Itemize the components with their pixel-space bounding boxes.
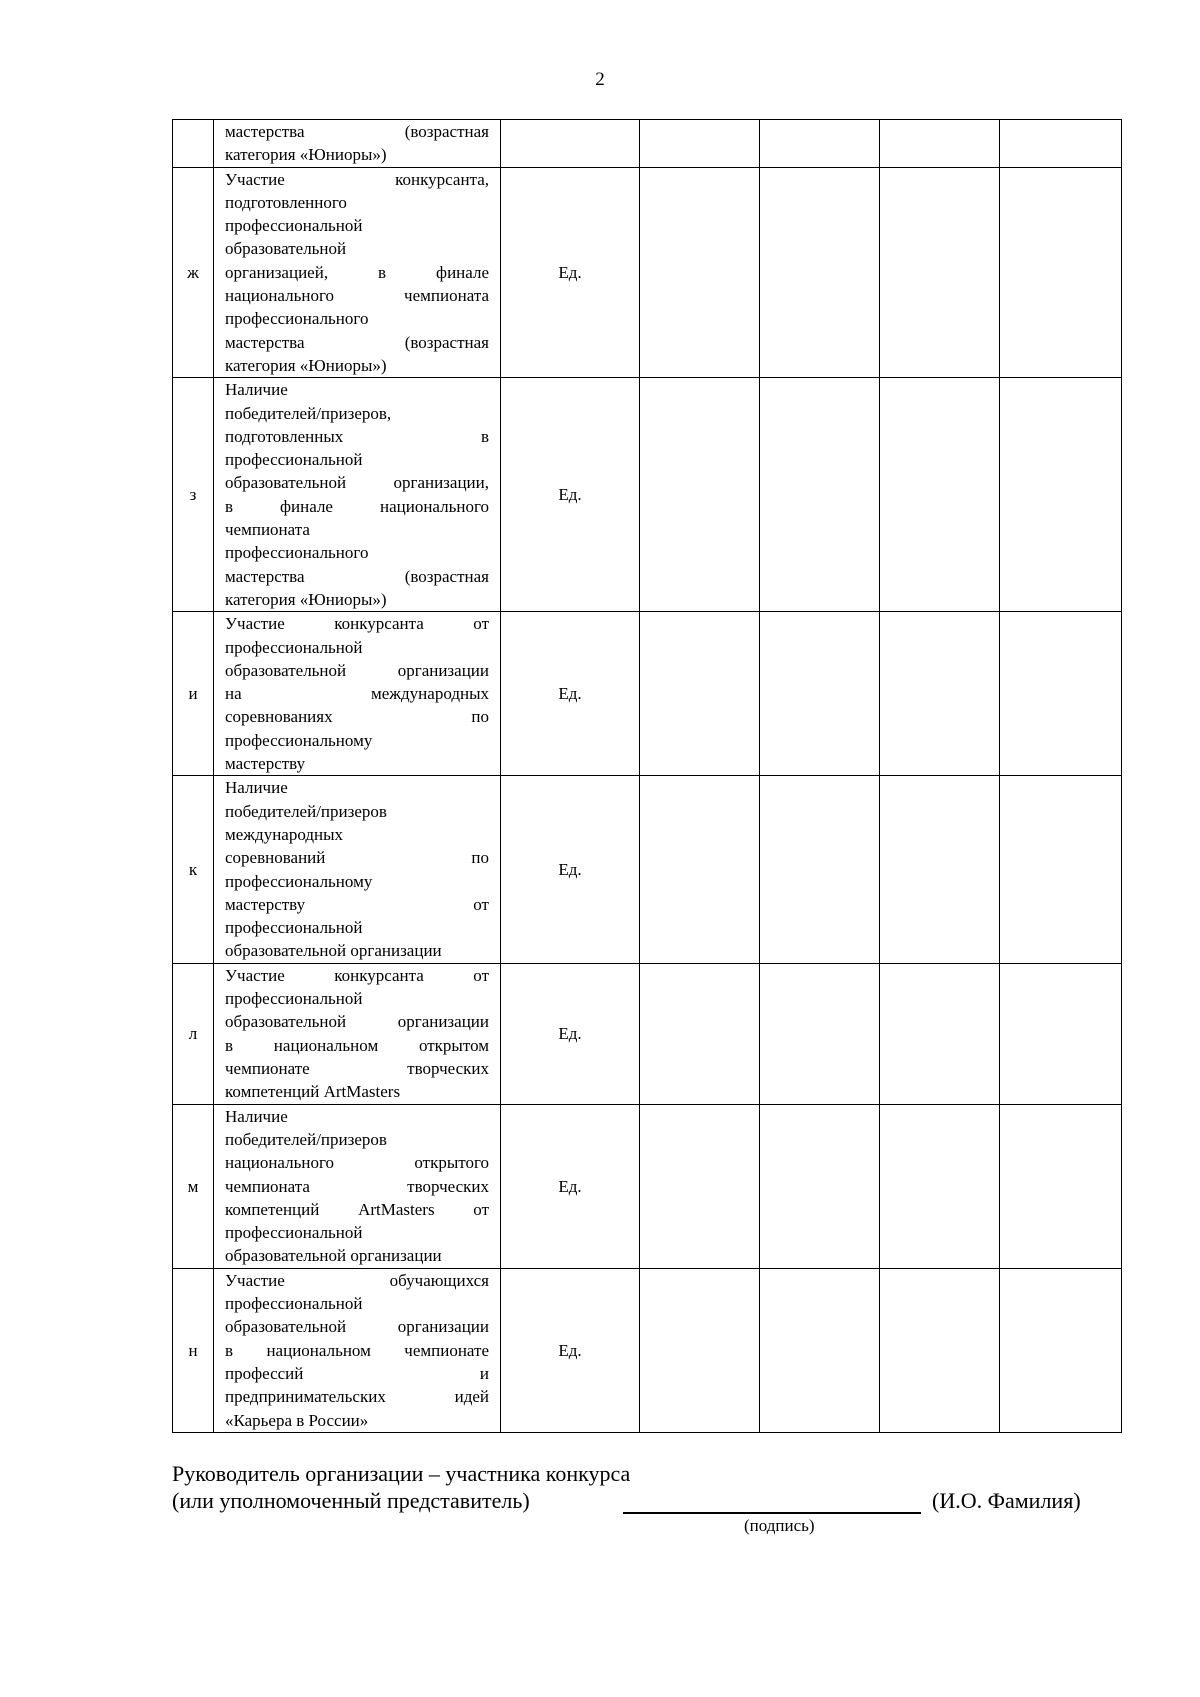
indicator-name-line: профессионального (225, 309, 369, 329)
value-cell (760, 120, 880, 168)
unit-cell: Ед. (501, 1104, 640, 1268)
indicator-name-line: профессиональному (225, 730, 373, 750)
value-cell (760, 963, 880, 1104)
indicator-name-line: победителей/призеров, (225, 403, 392, 423)
row-letter: к (173, 776, 214, 963)
signatory-title: Руководитель организации – участника конкурса (172, 1461, 631, 1486)
indicator-name (214, 167, 501, 378)
indicator-name-line: образовательной организации (225, 1317, 489, 1337)
value-cell (1000, 776, 1122, 963)
indicator-name-line: категория «Юниоры») (225, 355, 387, 375)
indicator-name-line: категория «Юниоры») (225, 145, 387, 165)
value-cell (880, 963, 1000, 1104)
indicator-name-line: образовательной организации (225, 660, 489, 680)
value-cell (1000, 378, 1122, 612)
table-row (173, 1104, 1122, 1268)
indicator-name-line: Участие конкурсанта от (225, 614, 489, 634)
value-cell (880, 378, 1000, 612)
indicator-name-line: чемпионата творческих (225, 1176, 489, 1196)
indicator-name-line: соревнований по (225, 848, 489, 868)
indicator-name-line: образовательной организации (225, 1246, 442, 1266)
indicator-name-line: профессиональной (225, 989, 363, 1009)
indicator-name (214, 120, 501, 168)
indicator-name-line: профессиональной (225, 1294, 363, 1314)
unit-cell: Ед. (501, 612, 640, 776)
indicator-name-line: Наличие (225, 778, 288, 798)
table-row (173, 612, 1122, 776)
indicator-name-line: предпринимательских идей (225, 1387, 489, 1407)
fio-label: (И.О. Фамилия) (932, 1488, 1081, 1513)
value-cell (880, 120, 1000, 168)
indicator-name-line: Участие обучающихся (225, 1270, 489, 1290)
value-cell (880, 1104, 1000, 1268)
indicator-name-line: профессиональному (225, 871, 373, 891)
indicator-name-line: Наличие (225, 380, 288, 400)
row-letter: н (173, 1268, 214, 1432)
value-cell (640, 1104, 760, 1268)
table-row (173, 776, 1122, 963)
indicator-name-line: мастерства (возрастная (225, 332, 489, 352)
indicators-table (172, 119, 1122, 1433)
indicator-name-line: победителей/призеров (225, 1129, 387, 1149)
table-row (173, 167, 1122, 378)
indicator-name-line: чемпионате творческих (225, 1058, 489, 1078)
value-cell (640, 776, 760, 963)
indicator-name-line: профессиональной (225, 637, 363, 657)
unit-cell: Ед. (501, 378, 640, 612)
indicator-name (214, 1268, 501, 1432)
indicator-name-line: победителей/призеров (225, 801, 387, 821)
value-cell (760, 1104, 880, 1268)
row-letter: л (173, 963, 214, 1104)
indicator-name-line: чемпионата (225, 520, 310, 540)
value-cell (760, 378, 880, 612)
indicator-name-line: профессиональной (225, 918, 363, 938)
page-number: 2 (595, 69, 605, 90)
indicator-name-line: профессий и (225, 1363, 489, 1383)
value-cell (1000, 1268, 1122, 1432)
signatory-subtitle: (или уполномоченный представитель) (172, 1488, 530, 1513)
row-letter: ж (173, 167, 214, 378)
unit-cell: Ед. (501, 167, 640, 378)
indicator-name-line: организацией, в финале (225, 262, 489, 282)
table-row (173, 963, 1122, 1104)
indicator-name-line: в национальном открытом (225, 1035, 489, 1055)
indicator-name-line: образовательной организации, (225, 473, 489, 493)
indicator-name (214, 776, 501, 963)
value-cell (1000, 120, 1122, 168)
indicator-name-line: подготовленного (225, 192, 347, 212)
indicator-name (214, 963, 501, 1104)
indicator-name-line: профессиональной (225, 216, 363, 236)
indicator-name-line: национального чемпионата (225, 286, 489, 306)
indicator-name-line: образовательной организации (225, 1012, 489, 1032)
indicator-name-line: Участие конкурсанта, (225, 169, 489, 189)
row-letter: з (173, 378, 214, 612)
indicator-name-line: «Карьера в России» (225, 1410, 369, 1430)
signature-line (623, 1512, 921, 1514)
indicator-name-line: Наличие (225, 1106, 288, 1126)
value-cell (880, 776, 1000, 963)
indicator-name-line: мастерству (225, 754, 306, 774)
value-cell (760, 612, 880, 776)
value-cell (1000, 612, 1122, 776)
table-row (173, 378, 1122, 612)
value-cell (640, 612, 760, 776)
value-cell (640, 1268, 760, 1432)
indicator-name (214, 378, 501, 612)
value-cell (760, 776, 880, 963)
indicator-name-line: образовательной организации (225, 941, 442, 961)
indicator-name-line: профессиональной (225, 450, 363, 470)
value-cell (880, 612, 1000, 776)
indicator-name-line: компетенций ArtMasters (225, 1082, 401, 1102)
table-body (173, 120, 1122, 1433)
indicator-name-line: профессиональной (225, 1223, 363, 1243)
indicator-name-line: в национальном чемпионате (225, 1340, 489, 1360)
indicator-name-line: компетенций ArtMasters от (225, 1199, 489, 1219)
indicator-name-line: международных (225, 824, 344, 844)
indicator-name-line: Участие конкурсанта от (225, 965, 489, 985)
unit-cell (501, 120, 640, 168)
value-cell (640, 120, 760, 168)
table-row (173, 1268, 1122, 1432)
indicator-name-line: национального открытого (225, 1153, 489, 1173)
indicator-name-line: образовательной (225, 239, 347, 259)
row-letter: м (173, 1104, 214, 1268)
unit-cell: Ед. (501, 776, 640, 963)
indicator-name-line: мастерства (возрастная (225, 122, 489, 141)
value-cell (1000, 963, 1122, 1104)
indicator-name (214, 1104, 501, 1268)
value-cell (1000, 167, 1122, 378)
indicator-name-line: профессионального (225, 543, 369, 563)
indicator-name-line: на международных (225, 684, 489, 704)
unit-cell: Ед. (501, 963, 640, 1104)
indicator-name-line: в финале национального (225, 496, 489, 516)
signature-caption: (подпись) (744, 1516, 815, 1535)
value-cell (640, 378, 760, 612)
value-cell (760, 167, 880, 378)
indicator-name-line: подготовленных в (225, 426, 489, 446)
indicator-name (214, 612, 501, 776)
indicator-name-line: мастерству от (225, 894, 489, 914)
value-cell (640, 167, 760, 378)
indicator-name-line: соревнованиях по (225, 707, 489, 727)
value-cell (640, 963, 760, 1104)
value-cell (760, 1268, 880, 1432)
unit-cell: Ед. (501, 1268, 640, 1432)
row-letter (173, 120, 214, 168)
value-cell (1000, 1104, 1122, 1268)
value-cell (880, 167, 1000, 378)
table-row (173, 120, 1122, 168)
indicator-name-line: мастерства (возрастная (225, 566, 489, 586)
value-cell (880, 1268, 1000, 1432)
row-letter: и (173, 612, 214, 776)
indicator-name-line: категория «Юниоры») (225, 589, 387, 609)
